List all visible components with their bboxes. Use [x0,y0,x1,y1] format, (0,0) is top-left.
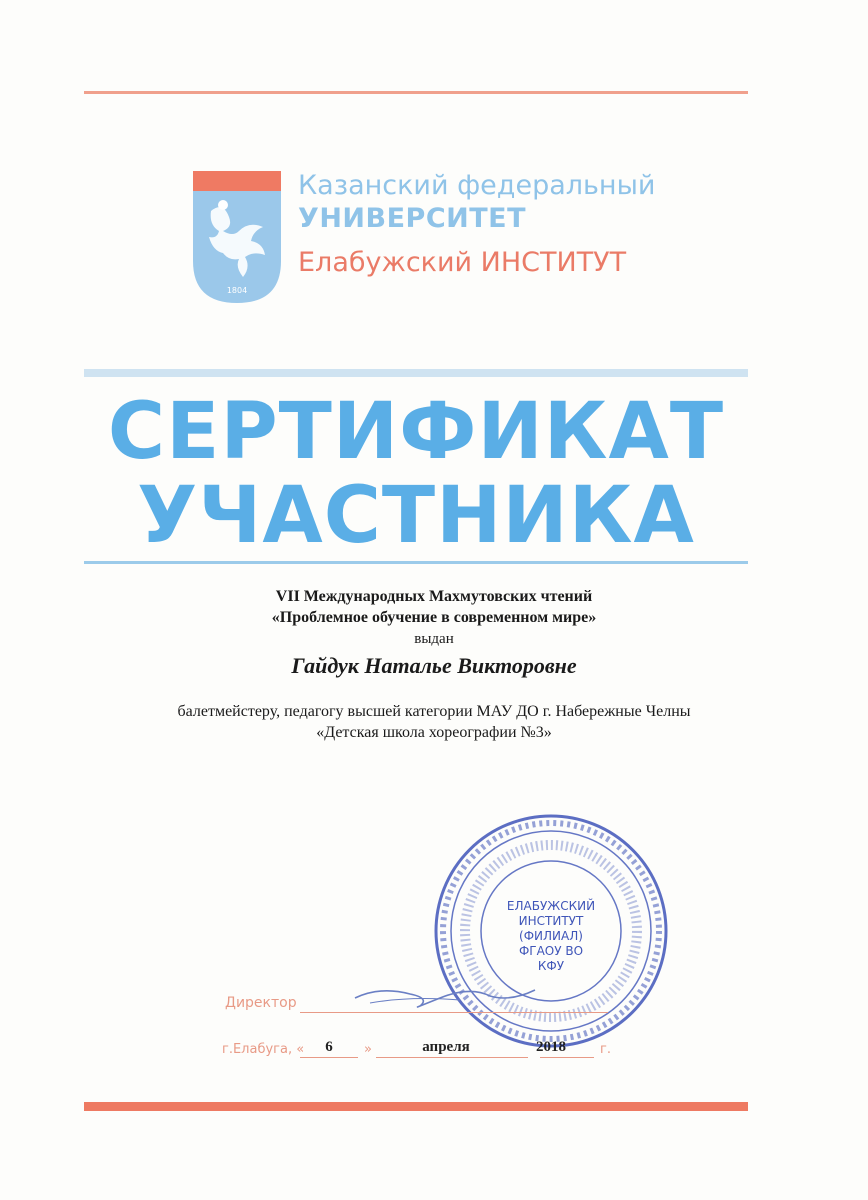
date-month-line [376,1057,528,1058]
date-year-line [540,1057,594,1058]
certificate-title: СЕРТИФИКАТ [107,387,725,477]
date-month: апреля [422,1039,470,1055]
emblem-year: 1804 [226,286,248,295]
stamp-line-2: ИНСТИТУТ [518,914,584,928]
stamp-line-4: ФГАОУ ВО [518,944,584,958]
logo-institute-name: Елабужский ИНСТИТУТ [298,247,627,278]
university-emblem-icon [193,191,281,303]
date-suffix: г. [600,1042,611,1057]
signature-mark [350,968,540,1018]
issued-label: выдан [414,631,454,647]
title-top-divider [84,369,748,377]
recipient-organization: «Детская школа хореографии №3» [316,724,552,741]
stamp-line-5: КФУ [537,959,565,973]
date-day-line [300,1057,358,1058]
top-divider [84,91,748,94]
date-year: 2018 [536,1039,566,1055]
recipient-position: балетмейстеру, педагогу высшей категории МАУ ДО г. Набережные Челны [177,703,691,720]
logo-red-bar [193,171,281,191]
title-bottom-divider [84,561,748,564]
recipient-name: Гайдук Наталье Викторовне [291,653,577,678]
certificate-subtitle: УЧАСТНИКА [137,471,695,561]
stamp-line-1: ЕЛАБУЖСКИЙ [506,899,596,913]
bottom-divider [84,1102,748,1111]
stamp-line-3: (ФИЛИАЛ) [519,929,583,943]
director-label: Директор [225,995,297,1011]
date-day: 6 [325,1039,333,1055]
event-name: VII Международных Махмутовских чтений [275,588,593,605]
date-close-quote: » [364,1042,372,1057]
date-city-prefix: г.Елабуга, « [222,1042,305,1057]
logo-university-name: Казанский федеральный [298,170,656,201]
logo-university-word: УНИВЕРСИТЕТ [298,203,527,234]
event-theme: «Проблемное обучение в современном мире» [271,609,597,626]
